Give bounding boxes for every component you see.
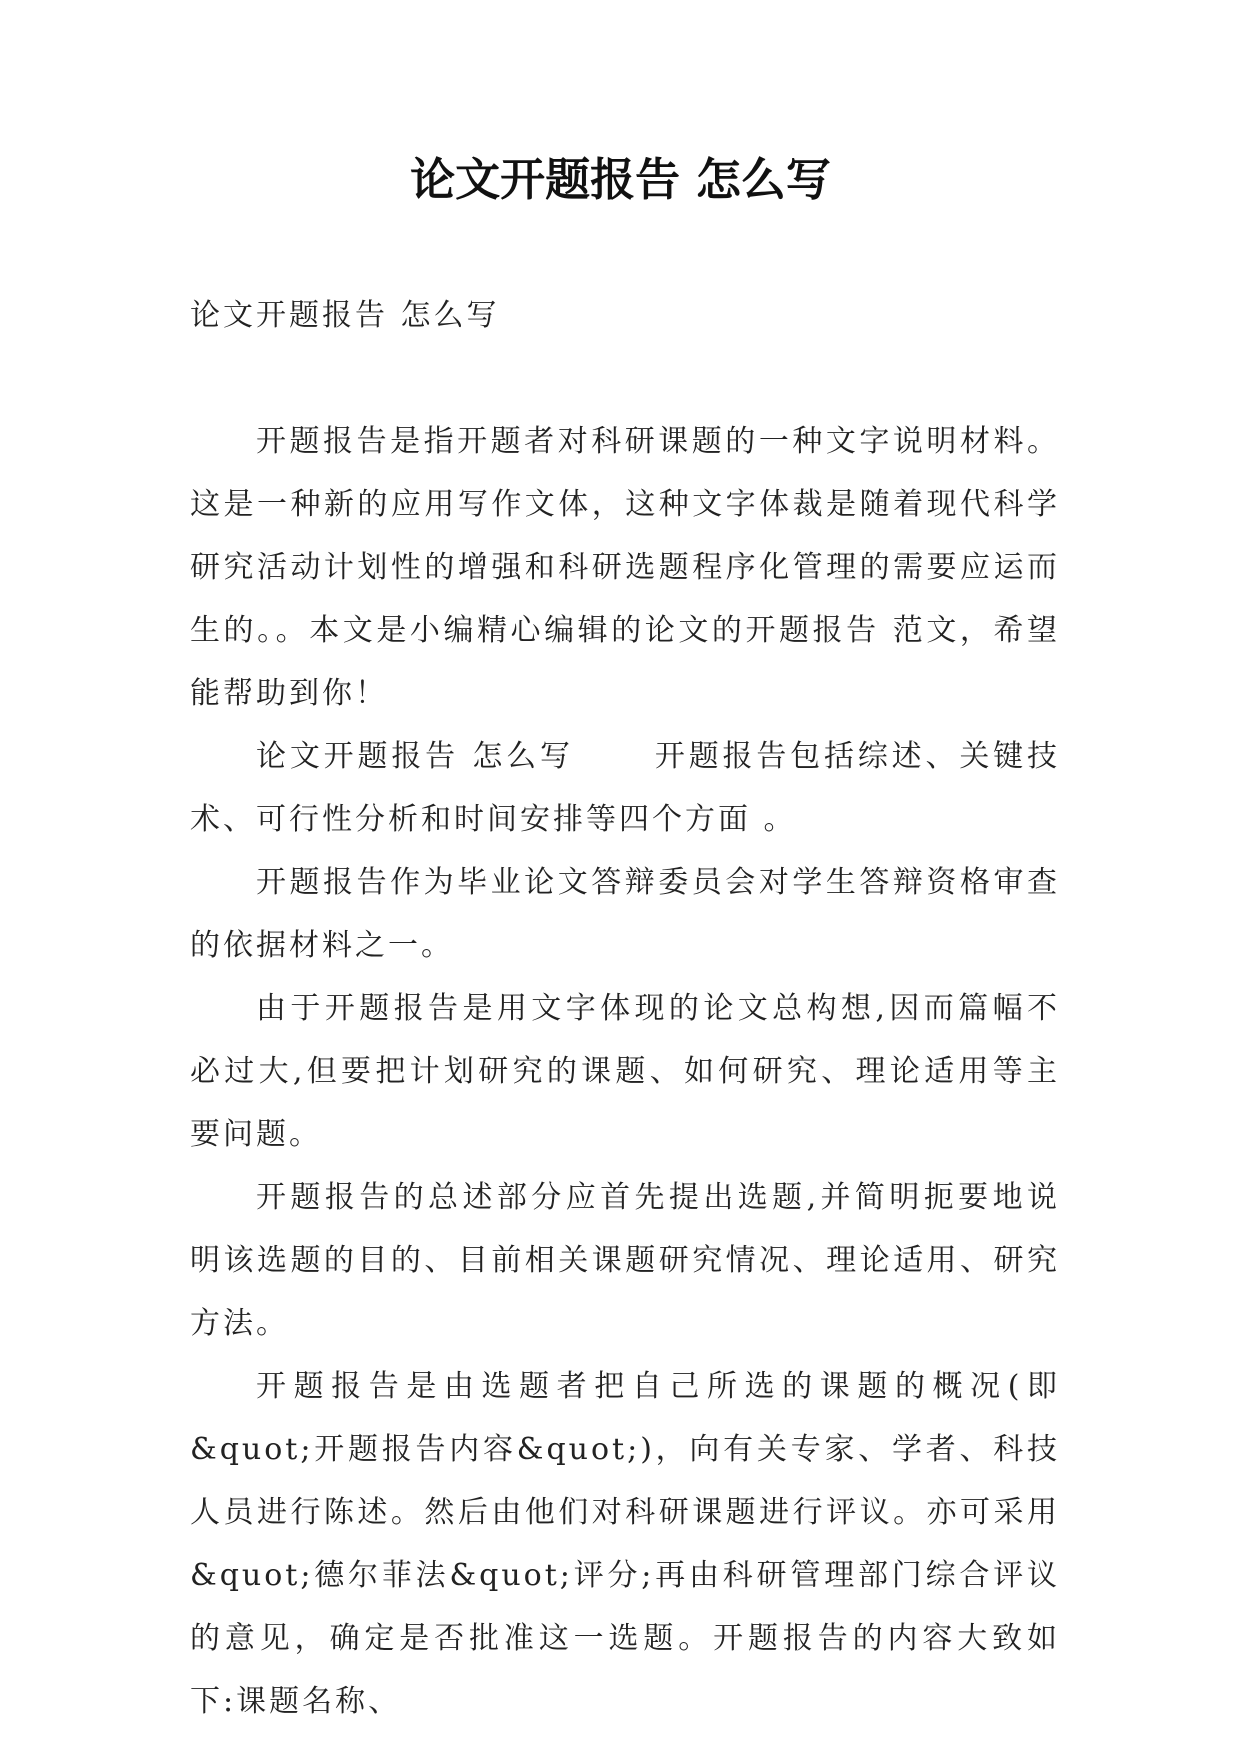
paragraph-overview: 开题报告的总述部分应首先提出选题,并简明扼要地说明该选题的目的、目前相关课题研究情况、理论适用、研究方法。 — [190, 1180, 1060, 1341]
paragraph-components: 论文开题报告 怎么写 开题报告包括综述、关键技术、可行性分析和时间安排等四个方面 。 — [190, 739, 1060, 837]
document-subtitle: 论文开题报告 怎么写 — [190, 298, 500, 333]
paragraph-defense-basis: 开题报告作为毕业论文答辩委员会对学生答辩资格审查的依据材料之一。 — [190, 865, 1060, 963]
paragraph-review-process: 开题报告是由选题者把自己所选的课题的概况(即&quot;开题报告内容&quot;)，向有关专家、学者、科技人员进行陈述。然后由他们对科研课题进行评议。亦可采用&quot;德尔菲法&quot;评分;再由科研管理部门综合评议的意见，确定是否批准这一选题。开题报告的内容大致如下:课题名称、 — [190, 1369, 1060, 1719]
paragraph-intro: 开题报告是指开题者对科研课题的一种文字说明材料。这是一种新的应用写作文体，这种文字体裁是随着现代科学研究活动计划性的增强和科研选题程序化管理的需要应运而生的。。本文是小编精心编辑的论文的开题报告 范文，希望能帮助到你！ — [190, 424, 1060, 711]
paragraph-length: 由于开题报告是用文字体现的论文总构想,因而篇幅不必过大,但要把计划研究的课题、如何研究、理论适用等主要问题。 — [190, 991, 1060, 1152]
document-body — [190, 284, 1060, 1733]
page-title: 论文开题报告 怎么写 — [410, 153, 831, 206]
